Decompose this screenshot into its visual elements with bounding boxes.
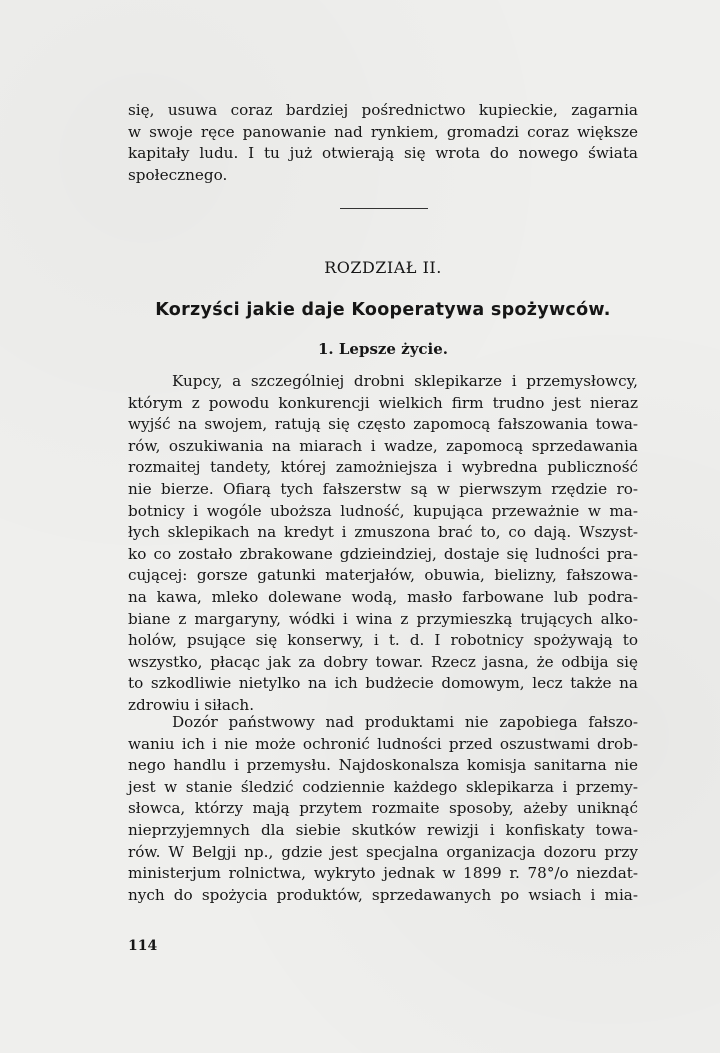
page-number: 114 <box>128 938 158 954</box>
text-line: rów, oszukiwania na miarach i wadze, zapomocą sprzedawania <box>128 436 638 455</box>
text-line: botnicy i wogóle uboższa ludność, kupująca przeważnie w ma- <box>128 501 638 520</box>
text-line: wyjść na swojem, ratują się często zapomocą fałszowania towa- <box>128 415 638 434</box>
text-line: którym z powodu konkurencji wielkich firm trudno jest nieraz <box>128 393 638 412</box>
text-line: holów, psujące się konserwy, i t. d. I robotnicy spożywają to <box>128 631 638 650</box>
text-line: w swoje ręce panowanie nad rynkiem, gromadzi coraz większe <box>128 122 638 141</box>
text-line: waniu ich i nie może ochronić ludności przed oszustwami drob- <box>128 734 638 753</box>
intro-paragraph <box>128 100 638 186</box>
text-line: nie bierze. Ofiarą tych fałszerstw są w pierwszym rzędzie ro- <box>128 479 638 498</box>
text-line: jest w stanie śledzić codziennie każdego sklepikarza i przemy- <box>128 777 638 796</box>
text-line: Dozór państwowy nad produktami nie zapobiega fałszo- <box>172 713 638 731</box>
text-line: biane z margaryny, wódki i wina z przymieszką trujących alko- <box>128 609 638 628</box>
body-paragraph <box>128 371 638 717</box>
text-line: ministerjum rolnictwa, wykryto jednak w 1899 r. 78°/o niezdat- <box>128 864 638 883</box>
text-line: kapitały ludu. I tu już otwierają się wrota do nowego świata <box>128 144 638 163</box>
text-line: rozmaitej tandety, której zamożniejsza i wybredna publiczność <box>128 458 638 477</box>
text-line: wszystko, płacąc jak za dobry towar. Rzecz jasna, że odbija się <box>128 652 638 671</box>
text-line: społecznego. <box>128 165 228 184</box>
chapter-title: Korzyści jakie daje Kooperatywa spożywców. <box>155 300 611 320</box>
text-line: cującej: gorsze gatunki materjałów, obuwia, bielizny, fałszowa- <box>128 566 638 585</box>
text-line: nych do spożycia produktów, sprzedawanych po wsiach i mia- <box>128 885 638 904</box>
text-line: się, usuwa coraz bardziej pośrednictwo kupieckie, zagarnia <box>128 101 638 119</box>
text-line: rów. W Belgji np., gdzie jest specjalna organizacja dozoru przy <box>128 842 638 861</box>
chapter-heading: ROZDZIAŁ II. <box>324 258 442 277</box>
text-line: słowca, którzy mają przytem rozmaite sposoby, ażeby uniknąć <box>128 799 638 818</box>
body-paragraph <box>128 712 638 906</box>
section-heading: 1. Lepsze życie. <box>317 340 449 358</box>
text-line: nieprzyjemnych dla siebie skutków rewizji i konfiskaty towa- <box>128 820 638 839</box>
text-line: łych sklepikach na kredyt i zmuszona brać to, co dają. Wszyst- <box>128 523 638 542</box>
text-line: to szkodliwie nietylko na ich budżecie domowym, lecz także na <box>128 674 638 693</box>
text-line: nego handlu i przemysłu. Najdoskonalsza komisja sanitarna nie <box>128 756 638 775</box>
text-line: Kupcy, a szczególniej drobni sklepikarze i przemysłowcy, <box>172 372 638 390</box>
text-line: zdrowiu i siłach. <box>128 695 255 714</box>
section-divider <box>340 208 428 209</box>
text-line: na kawa, mleko dolewane wodą, masło farbowane lub podra- <box>128 587 638 606</box>
text-line: ko co zostało zbrakowane gdzieindziej, dostaje się ludności pra- <box>128 544 638 563</box>
